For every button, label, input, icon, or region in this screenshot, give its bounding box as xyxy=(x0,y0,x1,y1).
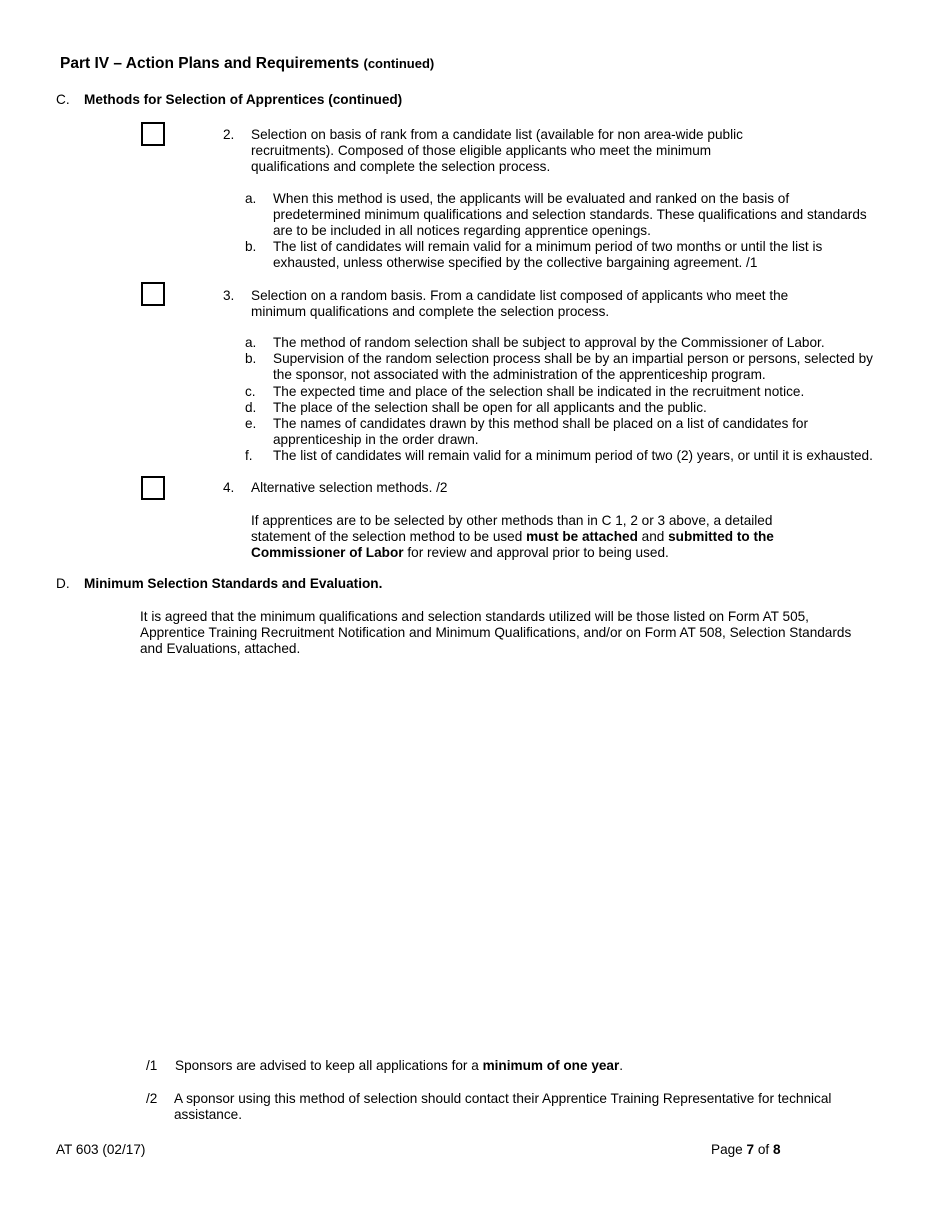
item-3e-text xyxy=(273,416,808,448)
item-3-text xyxy=(251,288,788,320)
item-3a-text xyxy=(273,335,825,351)
checkbox-item-3[interactable] xyxy=(141,282,165,306)
page-current: 7 xyxy=(746,1142,755,1157)
section-d-title: Minimum Selection Standards and Evaluation. xyxy=(84,576,383,591)
page-label: Page xyxy=(711,1142,743,1157)
item-2a-text xyxy=(273,191,867,239)
text-line: qualifications and complete the selection process. xyxy=(251,159,551,174)
page-of: of xyxy=(757,1142,770,1157)
text-line: minimum qualifications and complete the selection process. xyxy=(251,304,610,319)
text-line: If apprentices are to be selected by other methods than in C 1, 2 or 3 above, a detailed xyxy=(251,513,773,528)
footnote-2-mark: /2 xyxy=(146,1091,158,1106)
text-line: are to be included in all notices regarding apprentice openings. xyxy=(273,223,651,238)
text-line: exhausted, unless otherwise specified by the collective bargaining agreement. /1 xyxy=(273,255,758,270)
item-3b-letter: b. xyxy=(245,351,257,366)
text-line: Selection on a random basis. From a candidate list composed of applicants who meet the xyxy=(251,288,789,303)
text-line: The list of candidates will remain valid for a minimum period of two (2) years, or until it is exhausted. xyxy=(273,448,873,463)
text-line: The names of candidates drawn by this method shall be placed on a list of candidates for xyxy=(273,416,809,431)
item-3d-text xyxy=(273,400,707,416)
footnote-2-text xyxy=(174,1091,831,1123)
item-2b-letter: b. xyxy=(245,239,257,254)
text-run-bold: minimum of one year xyxy=(482,1058,620,1073)
text-line: and Evaluations, attached. xyxy=(140,641,301,656)
text-line: assistance. xyxy=(174,1107,243,1122)
section-d-body xyxy=(140,609,851,657)
text-line: Supervision of the random selection process shall be by an impartial person or persons, selected by xyxy=(273,351,873,366)
text-line: recruitments). Composed of those eligible applicants who meet the minimum xyxy=(251,143,712,158)
item-3a-letter: a. xyxy=(245,335,257,350)
item-3c-text xyxy=(273,384,804,400)
item-3e-letter: e. xyxy=(245,416,257,431)
text-run: statement of the selection method to be used xyxy=(251,529,527,544)
text-line xyxy=(251,529,774,545)
footnote-1-text xyxy=(175,1058,623,1074)
footnote-1-mark: /1 xyxy=(146,1058,158,1073)
text-line: predetermined minimum qualifications and selection standards. These qualifications and standards xyxy=(273,207,867,222)
text-line: Apprentice Training Recruitment Notification and Minimum Qualifications, and/or on Form AT 508, Selection Standards xyxy=(140,625,852,640)
text-line: It is agreed that the minimum qualifications and selection standards utilized will be those listed on Form AT 505, xyxy=(140,609,809,624)
part-title: Part IV – Action Plans and Requirements xyxy=(60,55,360,72)
item-2a-letter: a. xyxy=(245,191,257,206)
text-line: The method of random selection shall be subject to approval by the Commissioner of Labor. xyxy=(273,335,825,350)
text-line: Selection on basis of rank from a candidate list (available for non area-wide public xyxy=(251,127,743,142)
text-run-bold: Commissioner of Labor xyxy=(251,545,404,560)
text-run: for review and approval prior to being used. xyxy=(403,545,669,560)
item-4-number: 4. xyxy=(223,480,235,495)
item-3c-letter: c. xyxy=(245,384,256,399)
item-3-number: 3. xyxy=(223,288,235,303)
item-4-text xyxy=(251,480,447,496)
text-line: Alternative selection methods. /2 xyxy=(251,480,448,495)
checkbox-item-4[interactable] xyxy=(141,476,165,500)
text-run-bold: must be attached xyxy=(526,529,638,544)
text-run: . xyxy=(619,1058,624,1073)
item-2-number: 2. xyxy=(223,127,235,142)
item-2b-text xyxy=(273,239,822,271)
section-c-letter: C. xyxy=(56,92,70,107)
text-line: the sponsor, not associated with the administration of the apprenticeship program. xyxy=(273,367,766,382)
item-4-note xyxy=(251,513,774,561)
item-3b-text xyxy=(273,351,873,383)
text-run-bold: submitted to the xyxy=(668,529,774,544)
item-2-text xyxy=(251,127,743,175)
text-line: The list of candidates will remain valid for a minimum period of two months or until the list is xyxy=(273,239,823,254)
text-line: The place of the selection shall be open for all applicants and the public. xyxy=(273,400,707,415)
item-3f-letter: f. xyxy=(245,448,253,463)
text-line: The expected time and place of the selection shall be indicated in the recruitment notice. xyxy=(273,384,805,399)
section-d-letter: D. xyxy=(56,576,70,591)
part-title-suffix: (continued) xyxy=(363,56,435,71)
item-3d-letter: d. xyxy=(245,400,257,415)
page-title xyxy=(60,56,434,72)
text-line: A sponsor using this method of selection should contact their Apprentice Training Representative for technical xyxy=(174,1091,832,1106)
item-3f-text xyxy=(273,448,873,464)
text-line: When this method is used, the applicants will be evaluated and ranked on the basis of xyxy=(273,191,790,206)
section-c-title: Methods for Selection of Apprentices (continued) xyxy=(84,92,403,107)
text-line: apprenticeship in the order drawn. xyxy=(273,432,479,447)
text-run: and xyxy=(637,529,669,544)
text-run: Sponsors are advised to keep all applications for a xyxy=(175,1058,483,1073)
page-number xyxy=(711,1142,781,1158)
checkbox-item-2[interactable] xyxy=(141,122,165,146)
form-id: AT 603 (02/17) xyxy=(56,1142,146,1157)
text-line xyxy=(251,545,774,561)
page-total: 8 xyxy=(773,1142,781,1157)
